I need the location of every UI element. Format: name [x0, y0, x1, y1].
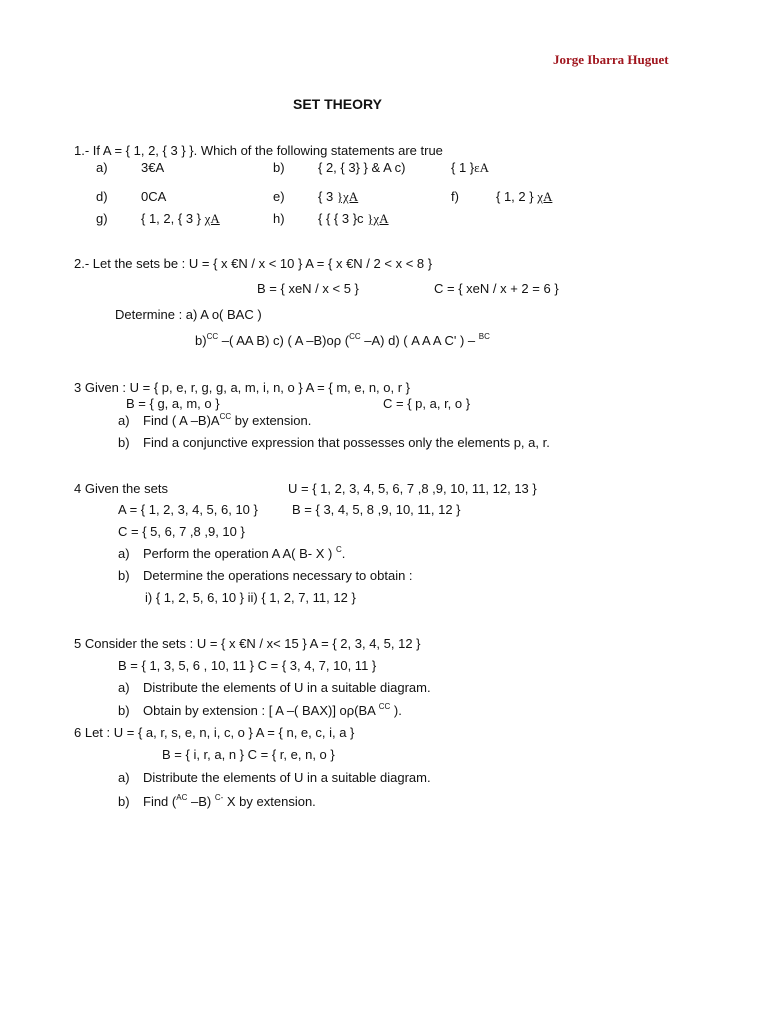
q1-g-text: { 1, 2, { 3 }	[141, 211, 205, 226]
q2-c-set: C = { xeN / x + 2 = 6 }	[434, 281, 559, 296]
q5-a-label: a)	[118, 680, 130, 695]
q2-op-part1: b)	[195, 333, 207, 348]
q1-f-label: f)	[451, 189, 459, 204]
q1-h-text: { { { 3 }c	[318, 211, 368, 226]
q3-b-text: Find a conjunctive expression that possesses only the elements p, a, r.	[143, 435, 550, 450]
q2-intro: 2.- Let the sets be : U = { x €N / x < 10 } A = { x €N / 2 < x < 8 }	[74, 256, 433, 271]
q4-a-text	[143, 546, 345, 562]
q1-f-item	[496, 189, 552, 205]
q1-c-item	[451, 160, 489, 176]
q2-op-sup3: BC	[478, 332, 490, 341]
q1-g-symbol: χA	[204, 211, 220, 226]
q5-bc-sets: B = { 1, 3, 5, 6 , 10, 11 } C = { 3, 4, 7, 10, 11 }	[118, 658, 377, 673]
q4-a-part2: .	[341, 546, 346, 561]
q1-g-item	[141, 211, 220, 227]
q3-a-part2: by extension.	[231, 413, 312, 428]
q5-b-part2: ).	[390, 703, 402, 718]
q4-a-label: a)	[118, 546, 130, 561]
author-name: Jorge Ibarra Huguet	[553, 52, 669, 67]
q1-e-label: e)	[273, 189, 285, 204]
q1-e-symbol: }χA	[336, 189, 359, 204]
q6-bc-sets: B = { i, r, a, n } C = { r, e, n, o }	[162, 747, 335, 762]
q1-h-label: h)	[273, 211, 285, 226]
q4-a-part1: Perform the operation A A( B- X )	[143, 546, 336, 561]
q5-b-label: b)	[118, 703, 130, 718]
q5-b-text	[143, 703, 402, 719]
q6-intro: 6 Let : U = { a, r, s, e, n, i, c, o } A = { n, e, c, i, a }	[74, 725, 355, 740]
q3-b-label: b)	[118, 435, 130, 450]
q1-a-label: a)	[96, 160, 108, 175]
q2-op-sup1: CC	[206, 332, 219, 341]
q6-b-sup1: AC	[176, 793, 188, 802]
q1-h-item	[318, 211, 389, 227]
q2-op-part3: –A) d) ( A A A C' ) –	[360, 333, 479, 348]
q6-b-text	[143, 794, 316, 810]
q1-h-symbol: }χA	[367, 211, 389, 226]
q4-u-set: U = { 1, 2, 3, 4, 5, 6, 7 ,8 ,9, 10, 11, 12, 13 }	[288, 481, 537, 496]
q1-b-text: { 2, { 3} } & A c)	[318, 160, 406, 175]
q4-sub-items: i) { 1, 2, 5, 6, 10 } ii) { 1, 2, 7, 11, 12 }	[145, 590, 356, 605]
q2-op-sup2: CC	[349, 332, 361, 341]
q3-a-part1: Find ( A –B)A	[143, 413, 220, 428]
q1-e-text: { 3	[318, 189, 337, 204]
q1-f-text: { 1, 2 }	[496, 189, 538, 204]
q3-a-text	[143, 413, 311, 429]
q5-b-part1: Obtain by extension : [ A –( BAX)] oρ(BA	[143, 703, 379, 718]
q2-determine: Determine : a) A o( BAC )	[115, 307, 262, 322]
q6-b-part1: Find (	[143, 794, 177, 809]
page-title: SET THEORY	[293, 96, 382, 112]
q4-b-label: b)	[118, 568, 130, 583]
q4-b-set: B = { 3, 4, 5, 8 ,9, 10, 11, 12 }	[292, 502, 461, 517]
q6-b-label: b)	[118, 794, 130, 809]
q1-c-text: { 1 }	[451, 160, 475, 175]
q1-f-symbol: χA	[537, 189, 553, 204]
q1-c-symbol: εA	[474, 160, 489, 175]
q6-b-sup2: C-	[214, 793, 224, 802]
q5-a-text: Distribute the elements of U in a suitable diagram.	[143, 680, 431, 695]
q4-c-set: C = { 5, 6, 7 ,8 ,9, 10 }	[118, 524, 245, 539]
q4-a-sup: C	[335, 545, 342, 554]
q1-g-label: g)	[96, 211, 108, 226]
q3-a-label: a)	[118, 413, 130, 428]
q1-e-item	[318, 189, 358, 205]
q3-c-set: C = { p, a, r, o }	[383, 396, 471, 411]
q4-a-set: A = { 1, 2, 3, 4, 5, 6, 10 }	[118, 502, 258, 517]
q4-b-text: Determine the operations necessary to obtain :	[143, 568, 413, 583]
q5-b-sup: CC	[378, 702, 391, 711]
q6-a-text: Distribute the elements of U in a suitable diagram.	[143, 770, 431, 785]
q1-a-text: 3€A	[141, 160, 165, 175]
q2-operations	[195, 333, 490, 349]
q4-intro: 4 Given the sets	[74, 481, 168, 496]
q3-intro: 3 Given : U = { p, e, r, g, g, a, m, i, n, o } A = { m, e, n, o, r }	[74, 380, 411, 395]
q6-b-part2: –B)	[187, 794, 215, 809]
q1-d-label: d)	[96, 189, 108, 204]
q1-d-text: 0CA	[141, 189, 167, 204]
q6-a-label: a)	[118, 770, 130, 785]
q1-intro: 1.- If A = { 1, 2, { 3 } }. Which of the following statements are true	[74, 143, 443, 158]
q5-intro: 5 Consider the sets : U = { x €N / x< 15 } A = { 2, 3, 4, 5, 12 }	[74, 636, 421, 651]
q1-b-label: b)	[273, 160, 285, 175]
q3-b-set: B = { g, a, m, o }	[126, 396, 220, 411]
q3-a-sup: CC	[219, 412, 232, 421]
q6-b-part3: X by extension.	[223, 794, 316, 809]
q2-op-part2: –( AA B) c) ( A –B)oρ (	[218, 333, 350, 348]
q2-b-set: B = { xeN / x < 5 }	[257, 281, 359, 296]
